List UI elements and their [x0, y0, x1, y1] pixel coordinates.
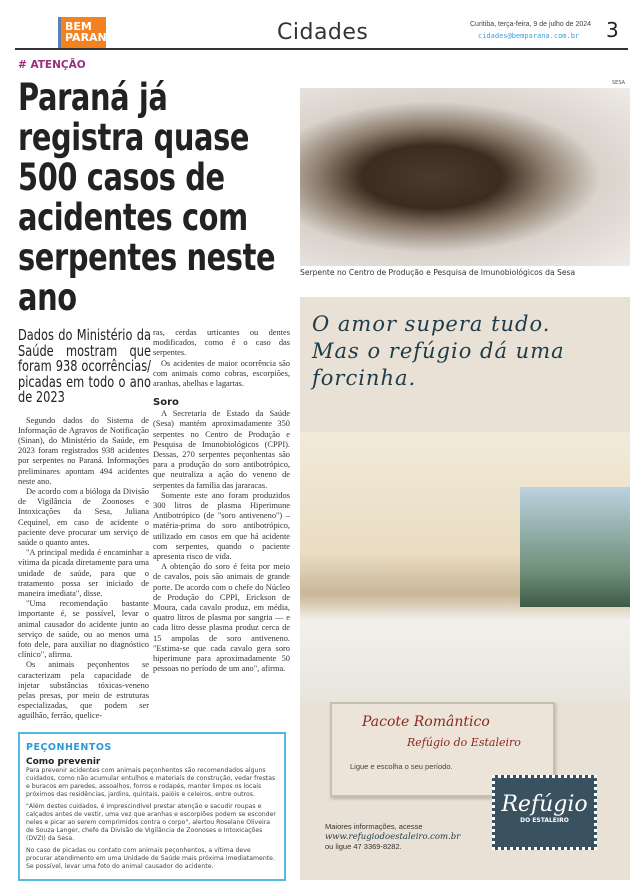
box-title: PEÇONHENTOS	[26, 741, 112, 753]
article-column-1	[18, 328, 149, 722]
stamp-logo	[492, 775, 597, 850]
paragraph: "A principal medida é encaminhar a vítima da picada diretamente para uma unidade de saúde, para que o tratamento possa ser iniciado de maneira imediata", disse.	[18, 548, 149, 598]
stamp-name: Refúgio	[501, 792, 588, 817]
paragraph: A Secretaria de Estado da Saúde (Sesa) mantém aproximadamente 350 serpentes no Centro de Produção e Pesquisa de Imunobiológicos (CPPI). Dessas, 270 serpentes peçonhentas são para a produção do soro antibotrópico, que neutraliza a ação do veneno de serpentes da família das jararacas.	[153, 409, 290, 490]
paragraph: Segundo dados do Sistema de Informação de Agravos de Notificação (Sinan), do Ministério da Saúde, em 2023 foram registrados 938 acidentes por serpentes no Paraná. Informações preliminares apontam 494 acidentes neste ano.	[18, 415, 149, 486]
window-view	[520, 487, 630, 607]
subheading-soro: Soro	[153, 397, 179, 409]
article-subheadline: Dados do Ministério da Saúde mostram que foram 938 ocorrências/ picadas em todo o ano de 2023	[18, 326, 151, 406]
paragraph: Os acidentes de maior ocorrência são com animais como cobras, escorpiões, aranhas, abelhas e lagartas.	[153, 358, 290, 389]
ad-contact	[325, 822, 460, 852]
info-line: Maiores informações, acesse	[325, 822, 423, 831]
photo-caption: Serpente no Centro de Produção e Pesquisa de Imunobiológicos da Sesa	[300, 268, 576, 277]
edition-date: Curitiba, terça-feira, 9 de julho de 2024	[470, 21, 592, 28]
page-number: 3	[606, 18, 619, 42]
paragraph: Somente este ano foram produzidos 300 litros de plasma Hiperimune Antibotrópico (de "soro antiveneno") – matéria-prima do soro antibotrópico, utilizado em casos em que há acidente com serpentes, quando o paciente apresenta risco de vida.	[153, 490, 290, 562]
postcard-title: Pacote Romântico	[362, 714, 490, 730]
ad-phone: ou ligue 47 3369-8282.	[325, 842, 402, 851]
logo-line: BEM	[65, 20, 92, 33]
box-paragraph: No caso de picadas ou contato com animais peçonhentos, a vítima deve procurar atendimento em uma Unidade de Saúde mais próxima imediatamente. Se possível, levar uma foto do animal causador do acidente.	[26, 846, 275, 870]
advertisement[interactable]	[300, 297, 630, 880]
photo-credit: SESA	[612, 80, 626, 86]
stamp-sub: DO ESTALEIRO	[520, 817, 569, 824]
bem-parana-logo	[58, 17, 116, 48]
paragraph: ras, cerdas urticantes ou dentes modificados, como é o caso das serpentes.	[153, 328, 290, 358]
paragraph: A obtenção do soro é feita por meio de cavalos, pois são animais de grande porte. De acordo com o chefe do Núcleo de Produção do CPPI, Erickson de Moura, cada cavalo produz, em média, quatro litros de plasma por sangria — e cada litro desse plasma produz cerca de 15 ampolas de soro antiveneno. "Estima-se que cada cavalo gera soro hiperimune para aproximadamente 50 pessoas no período de um ano", afirma.	[153, 562, 290, 674]
article-columns	[18, 328, 290, 722]
box-subtitle: Como prevenir	[26, 756, 101, 767]
sidebar-box	[18, 732, 286, 881]
headline-container	[18, 78, 290, 318]
ad-slogan	[312, 311, 565, 392]
slogan-line: Mas o refúgio dá uma	[312, 339, 565, 363]
snake-photo	[300, 88, 630, 266]
ad-url-link[interactable]: www.refugiodoestaleiro.com.br	[325, 832, 461, 842]
postcard-subtitle: Refúgio do Estaleiro	[407, 736, 521, 749]
paragraph: "Uma recomendação bastante importante é, se possível, levar o animal causador do acidente junto ao serviço de saúde, ou ao menos uma foto dele, para auxiliar no diagnóstico clínico", afirma.	[18, 599, 149, 660]
section-email[interactable]: cidades@bemparana.com.br	[478, 32, 580, 40]
article-kicker: # ATENÇÃO	[18, 59, 86, 71]
article-column-2	[153, 328, 290, 675]
header-divider	[15, 48, 628, 50]
box-paragraph: Para prevenir acidentes com animais peçonhentos são recomendados alguns cuidados, como não acumular entulhos e materiais de construção, vedar frestas e buracos em paredes, assoalhos, forros e rodapés, manter limpos os locais próximos das residências, jardins, quintais, paióis e celeiros, entre outros.	[26, 766, 276, 798]
article-headline: Paraná já registra quase 500 casos de acidentes com serpentes neste ano	[18, 76, 276, 319]
postcard-line: Ligue e escolha o seu período.	[350, 762, 453, 771]
box-paragraph: "Além destes cuidados, é imprescindível prestar atenção e sacudir roupas e calçados antes de vestir, uma vez que aranhas e escorpiões podem se esconder neles e picar ao serem comprimidos contra o corpo", alertou Roselane Oliveira de Souza Langer, chefe da Divisão de Vigilância de Zoonoses e Intoxicações (DVZI) da Sesa.	[26, 802, 276, 842]
paragraph: De acordo com a bióloga da Divisão de Vigilância de Zoonoses e Intoxicações da Sesa, Juliana Cequinel, em caso de acidente o paciente deve procurar um serviço de saúde o quanto antes.	[18, 486, 149, 547]
paragraph: Os animais peçonhentos se caracterizam pela capacidade de injetar substâncias tóxicas-veneno pelas presas, por meio de estruturas especializadas, que podem ser aguilhão, ferrão, quelice-	[18, 660, 149, 721]
hotel-room-photo	[300, 432, 630, 702]
column-1-paragraphs	[18, 416, 149, 722]
logo-line: PARANÁ	[65, 31, 116, 44]
slogan-line: O amor supera tudo.	[312, 312, 551, 336]
article-body	[18, 78, 290, 881]
section-title: Cidades	[277, 20, 369, 45]
slogan-line: forcinha.	[312, 366, 417, 390]
